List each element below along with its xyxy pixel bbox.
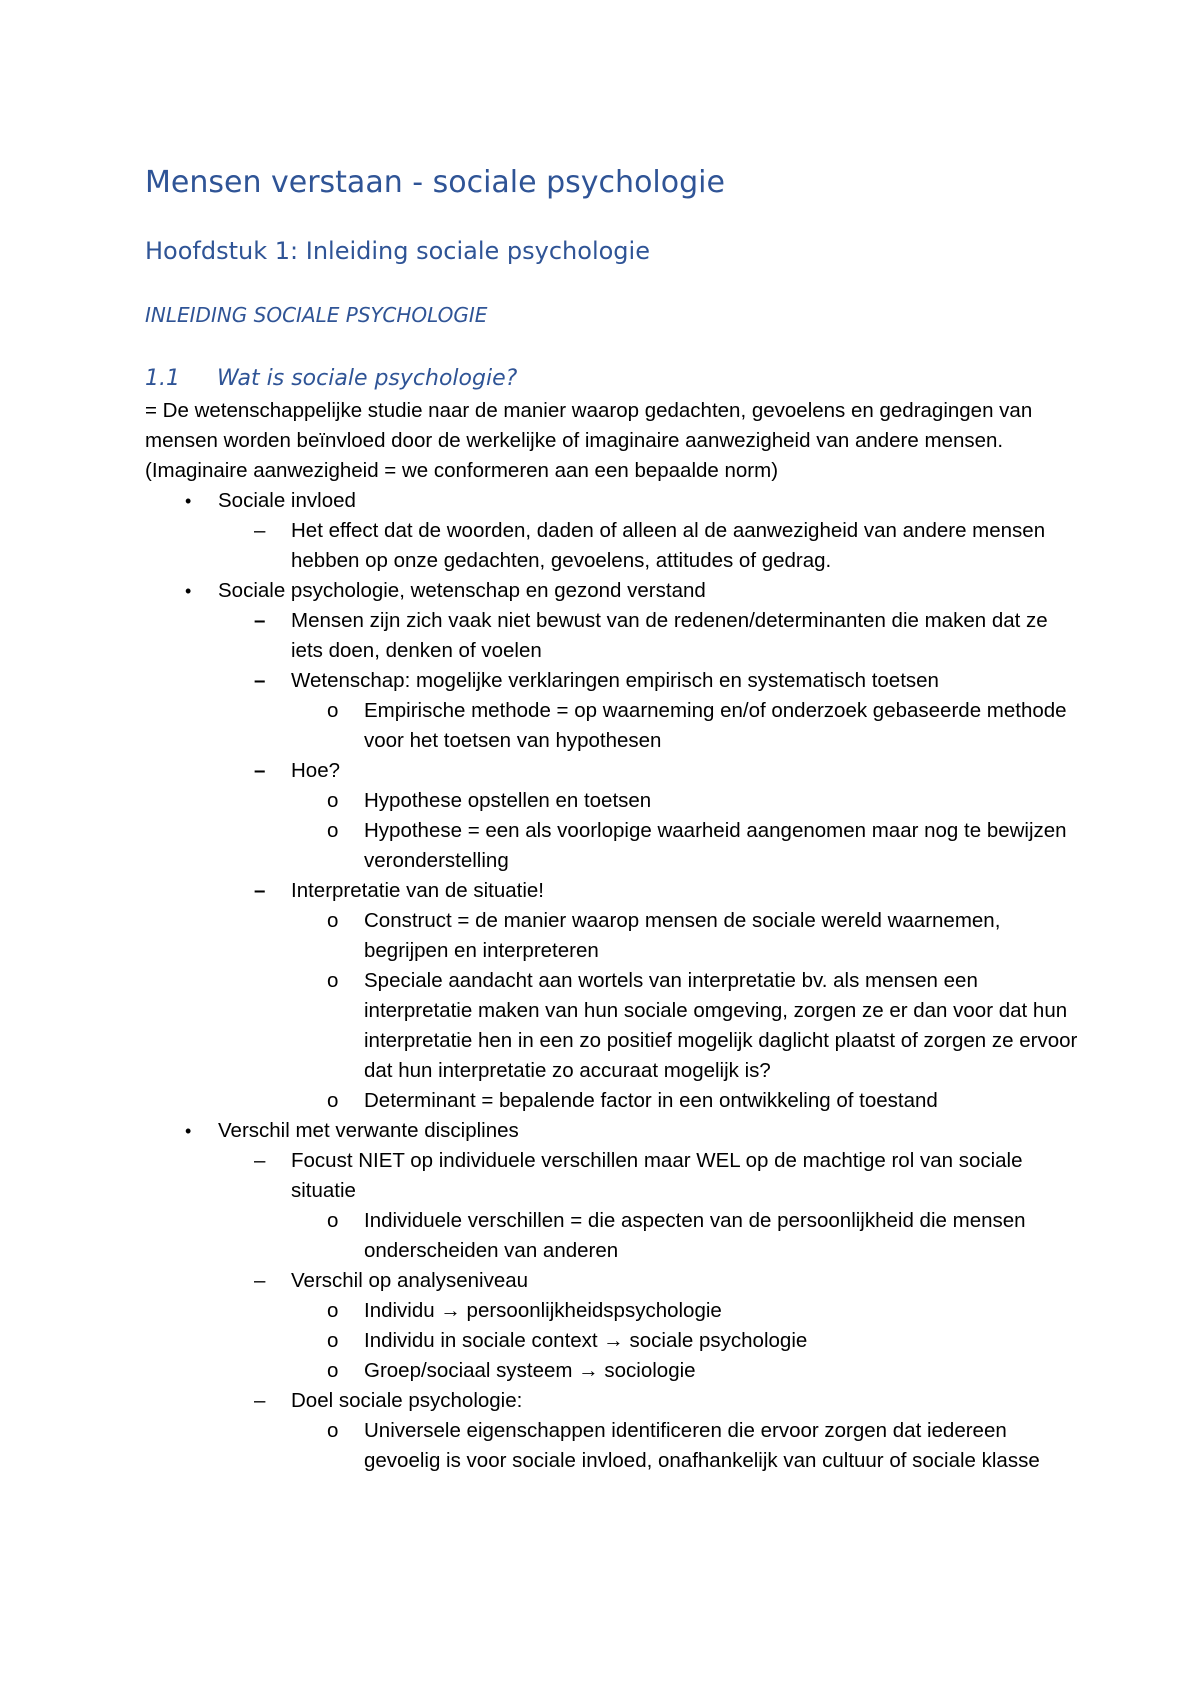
sub-list-item <box>218 876 1080 1116</box>
sub-sub-list <box>291 786 1080 876</box>
sub-list-item-text: Hoe? <box>291 759 341 782</box>
list-item-text: Verschil met verwante disciplines <box>218 1119 519 1142</box>
sub-sub-list-item <box>291 1296 1080 1326</box>
circle-marker: o <box>327 1089 339 1112</box>
sub-sub-list-item <box>291 816 1080 876</box>
sub-list-item <box>218 606 1080 666</box>
bullet-marker: • <box>185 1121 192 1141</box>
sub-sub-list <box>291 1416 1080 1476</box>
dash-marker: – <box>254 1149 266 1172</box>
circle-marker: o <box>327 1329 339 1352</box>
sub-sub-list-item-text: Speciale aandacht aan wortels van interpretatie bv. als mensen een interpretatie maken van hun sociale omgeving, zorgen ze er dan voor dat hun interpretatie hen in een zo positief mogelijk daglicht plaatst of zorgen ze ervoor dat hun interpretatie zo accuraat mogelijk is? <box>364 969 1078 1082</box>
bullet-marker: • <box>185 581 192 601</box>
sub-sub-list-item <box>291 966 1080 1086</box>
list-item-text: Sociale psychologie, wetenschap en gezond verstand <box>218 579 706 602</box>
dash-marker: – <box>254 1389 266 1412</box>
sub-sub-list <box>291 1296 1080 1386</box>
document-body <box>145 396 1080 1476</box>
section-subheading: INLEIDING SOCIALE PSYCHOLOGIE <box>145 303 488 327</box>
sub-sub-list-item-text: Hypothese opstellen en toetsen <box>364 789 652 812</box>
sub-sub-list-item <box>291 906 1080 966</box>
circle-marker: o <box>327 969 339 992</box>
list-item <box>145 1116 1080 1476</box>
sub-sub-list-item-text: Empirische methode = op waarneming en/of onderzoek gebaseerde methode voor het toetsen van hypothesen <box>364 699 1067 752</box>
sub-sub-list-item-text: Individuele verschillen = die aspecten van de persoonlijkheid die mensen onderscheiden van anderen <box>364 1209 1026 1262</box>
list-item-text: Sociale invloed <box>218 489 356 512</box>
circle-marker: o <box>327 909 339 932</box>
sub-sub-list-item-text: Hypothese = een als voorlopige waarheid aangenomen maar nog te bewijzen veronderstelling <box>364 819 1067 872</box>
sub-sub-list-item <box>291 1356 1080 1386</box>
sub-sub-list-item <box>291 1086 1080 1116</box>
sub-sub-list-item-text: Individu → persoonlijkheidspsychologie <box>364 1299 722 1322</box>
sub-list <box>218 516 1080 576</box>
sub-sub-list <box>291 1206 1080 1266</box>
sub-list-item-text: Mensen zijn zich vaak niet bewust van de redenen/determinanten die maken dat ze iets doen, denken of voelen <box>291 609 1048 662</box>
section-title: Wat is sociale psychologie? <box>217 366 518 391</box>
circle-marker: o <box>327 1419 339 1442</box>
list-item <box>145 486 1080 576</box>
circle-marker: o <box>327 1209 339 1232</box>
sub-list <box>218 1146 1080 1476</box>
dash-marker: – <box>254 609 266 632</box>
sub-list-item <box>218 1386 1080 1476</box>
sub-list-item <box>218 756 1080 876</box>
sub-sub-list-item-text: Construct = de manier waarop mensen de sociale wereld waarnemen, begrijpen en interpreteren <box>364 909 1001 962</box>
section-number: 1.1 <box>145 366 180 391</box>
definition-paragraph: = De wetenschappelijke studie naar de manier waarop gedachten, gevoelens en gedragingen van mensen worden beïnvloed door de werkelijke of imaginaire aanwezigheid van andere mensen. (Imaginaire aanwezigheid = we conformeren aan een bepaalde norm) <box>145 399 1033 482</box>
sub-list-item-text: Verschil op analyseniveau <box>291 1269 529 1292</box>
bullet-marker: • <box>185 491 192 511</box>
dash-marker: – <box>254 669 266 692</box>
circle-marker: o <box>327 1299 339 1322</box>
section-heading <box>145 366 517 394</box>
circle-marker: o <box>327 789 339 812</box>
sub-list-item-text: Interpretatie van de situatie! <box>291 879 544 902</box>
sub-sub-list-item-text: Determinant = bepalende factor in een ontwikkeling of toestand <box>364 1089 938 1112</box>
sub-sub-list <box>291 906 1080 1116</box>
sub-list-item-text: Focust NIET op individuele verschillen maar WEL op de machtige rol van sociale situatie <box>291 1149 1023 1202</box>
dash-marker: – <box>254 1269 266 1292</box>
sub-list-item-text: Het effect dat de woorden, daden of alleen al de aanwezigheid van andere mensen hebben op onze gedachten, gevoelens, attitudes of gedrag. <box>291 519 1046 572</box>
dash-marker: – <box>254 519 266 542</box>
sub-sub-list-item-text: Individu in sociale context → sociale psychologie <box>364 1329 808 1352</box>
sub-sub-list-item-text: Universele eigenschappen identificeren die ervoor zorgen dat iedereen gevoelig is voor sociale invloed, onafhankelijk van cultuur of sociale klasse <box>364 1419 1040 1472</box>
dash-marker: – <box>254 879 266 902</box>
sub-sub-list-item <box>291 786 1080 816</box>
circle-marker: o <box>327 1359 339 1382</box>
list-item <box>145 576 1080 1116</box>
document-title: Mensen verstaan - sociale psychologie <box>145 165 725 200</box>
sub-sub-list <box>291 696 1080 756</box>
sub-list-item-text: Doel sociale psychologie: <box>291 1389 523 1412</box>
sub-list-item <box>218 1266 1080 1386</box>
sub-list-item <box>218 516 1080 576</box>
sub-sub-list-item <box>291 1326 1080 1356</box>
sub-sub-list-item <box>291 1206 1080 1266</box>
sub-list-item-text: Wetenschap: mogelijke verklaringen empirisch en systematisch toetsen <box>291 669 939 692</box>
dash-marker: – <box>254 759 266 782</box>
sub-sub-list-item-text: Groep/sociaal systeem → sociologie <box>364 1359 696 1382</box>
outline-list <box>145 486 1080 1476</box>
sub-list-item <box>218 666 1080 756</box>
sub-list <box>218 606 1080 1116</box>
circle-marker: o <box>327 819 339 842</box>
sub-sub-list-item <box>291 1416 1080 1476</box>
sub-list-item <box>218 1146 1080 1266</box>
sub-sub-list-item <box>291 696 1080 756</box>
circle-marker: o <box>327 699 339 722</box>
chapter-heading: Hoofdstuk 1: Inleiding sociale psychologie <box>145 237 650 265</box>
